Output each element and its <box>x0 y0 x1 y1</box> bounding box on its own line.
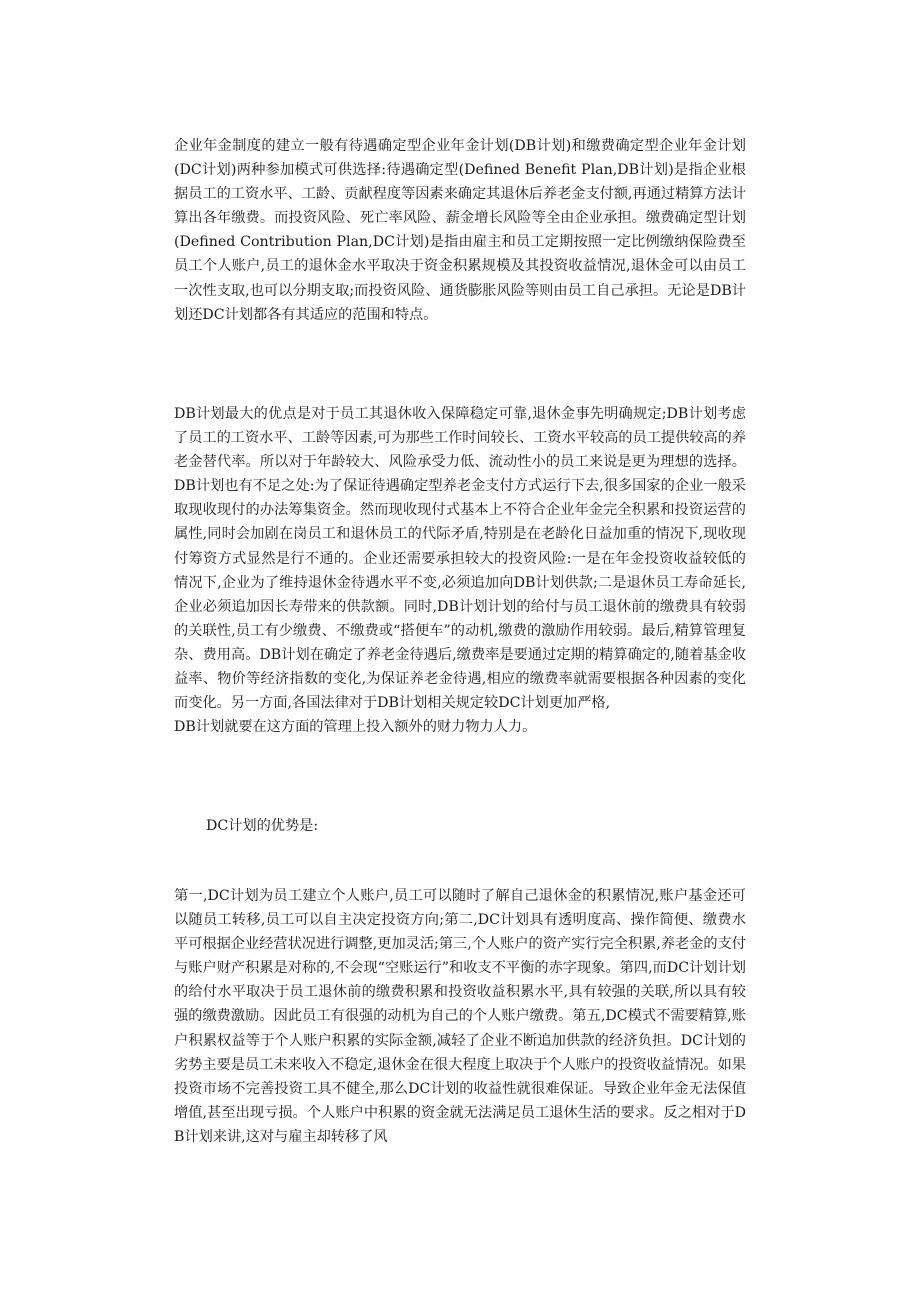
paragraph-plan-types: 企业年金制度的建立一般有待遇确定型企业年金计划(DB计划)和缴费确定型企业年金计划(DC计划)两种参加模式可供选择:待遇确定型(Defined Benefit Plan,DB计划)是指企业根据员工的工资水平、工龄、贡献程度等因素来确定其退休后养老金支付额,再通过精算方法计算出各年缴费。而投资风险、死亡率风险、薪金增长风险等全由企业承担。缴费确定型计划(Defined Contribution Plan,DC计划)是指由雇主和员工定期按照一定比例缴纳保险费至员工个人账户,员工的退休金水平取决于资金积累规模及其投资收益情况,退休金可以由员工一次性支取,也可以分期支取;而投资风险、通货膨胀风险等则由员工自己承担。无论是DB计划还DC计划都各有其适应的范围和特点。 <box>174 138 747 323</box>
paragraph-db-text-tail: DB计划就要在这方面的管理上投入额外的财力物力人力。 <box>174 719 537 736</box>
section-heading-dc-advantages: DC计划的优势是: <box>206 818 319 834</box>
paragraph-db-text: DB计划最大的优点是对于员工其退休收入保障稳定可靠,退休金事先明确规定;DB计划考虑了员工的工资水平、工龄等因素,可为那些工作时间较长、工资水平较高的员工提供较高的养老金替代率。所以对于年龄较大、风险承受力低、流动性小的员工来说是更为理想的选择。DB计划也有不足之处:为了保证待遇确定型养老金支付方式运行下去,很多国家的企业一般采取现收现付的办法筹集资金。然而现收现付式基本上不符合企业年金完全积累和投资运营的属性,同时会加剧在岗员工和退休员工的代际矛盾,特别是在老龄化日益加重的情况下,现收现付筹资方式显然是行不通的。企业还需要承担较大的投资风险:一是在年金投资收益较低的情况下,企业为了维持退休金待遇水平不变,必须追加向DB计划供款;二是退休员工寿命延长,企业必须追加因长寿带来的供款额。同时,DB计划计划的给付与员工退休前的缴费具有较弱的关联性,员工有少缴费、不缴费或“搭便车”的动机,缴费的激励作用较弱。最后,精算管理复杂、费用高。DB计划在确定了养老金待遇后,缴费率是要通过定期的精算确定的,随着基金收益率、物价等经济指数的变化,为保证养老金待遇,相应的缴费率就需要根据各种因素的变化而变化。另一方面,各国法律对于DB计划相关规定较DC计划更加严格, <box>174 406 747 712</box>
paragraph-dc-advantages: 第一,DC计划为员工建立个人账户,员工可以随时了解自己退休金的积累情况,账户基金还可以随员工转移,员工可以自主决定投资方向;第二,DC计划具有透明度高、操作简便、缴费水平可根据企业经营状况进行调整,更加灵活;第三,个人账户的资产实行完全积累,养老金的支付与账户财产积累是对称的,不会现“空账运行”和收支不平衡的赤字现象。第四,而DC计划计划的给付水平取决于员工退休前的缴费积累和投资收益积累水平,具有较强的关联,所以具有较强的缴费激励。因此员工有很强的动机为自己的个人账户缴费。第五,DC模式不需要精算,账户积累权益等于个人账户积累的实际金额,减轻了企业不断追加供款的经济负担。DC计划的劣势主要是员工未来收入不稳定,退休金在很大程度上取决于个人账户的投资收益情况。如果投资市场不完善投资工具不健全,那么DC计划的收益性就很难保证。导致企业年金无法保值增值,甚至出现亏损。个人账户中积累的资金就无法满足员工退休生活的要求。反之相对于DB计划来讲,这对与雇主却转移了风 <box>174 888 747 1145</box>
paragraph-db-advantages <box>174 402 746 739</box>
